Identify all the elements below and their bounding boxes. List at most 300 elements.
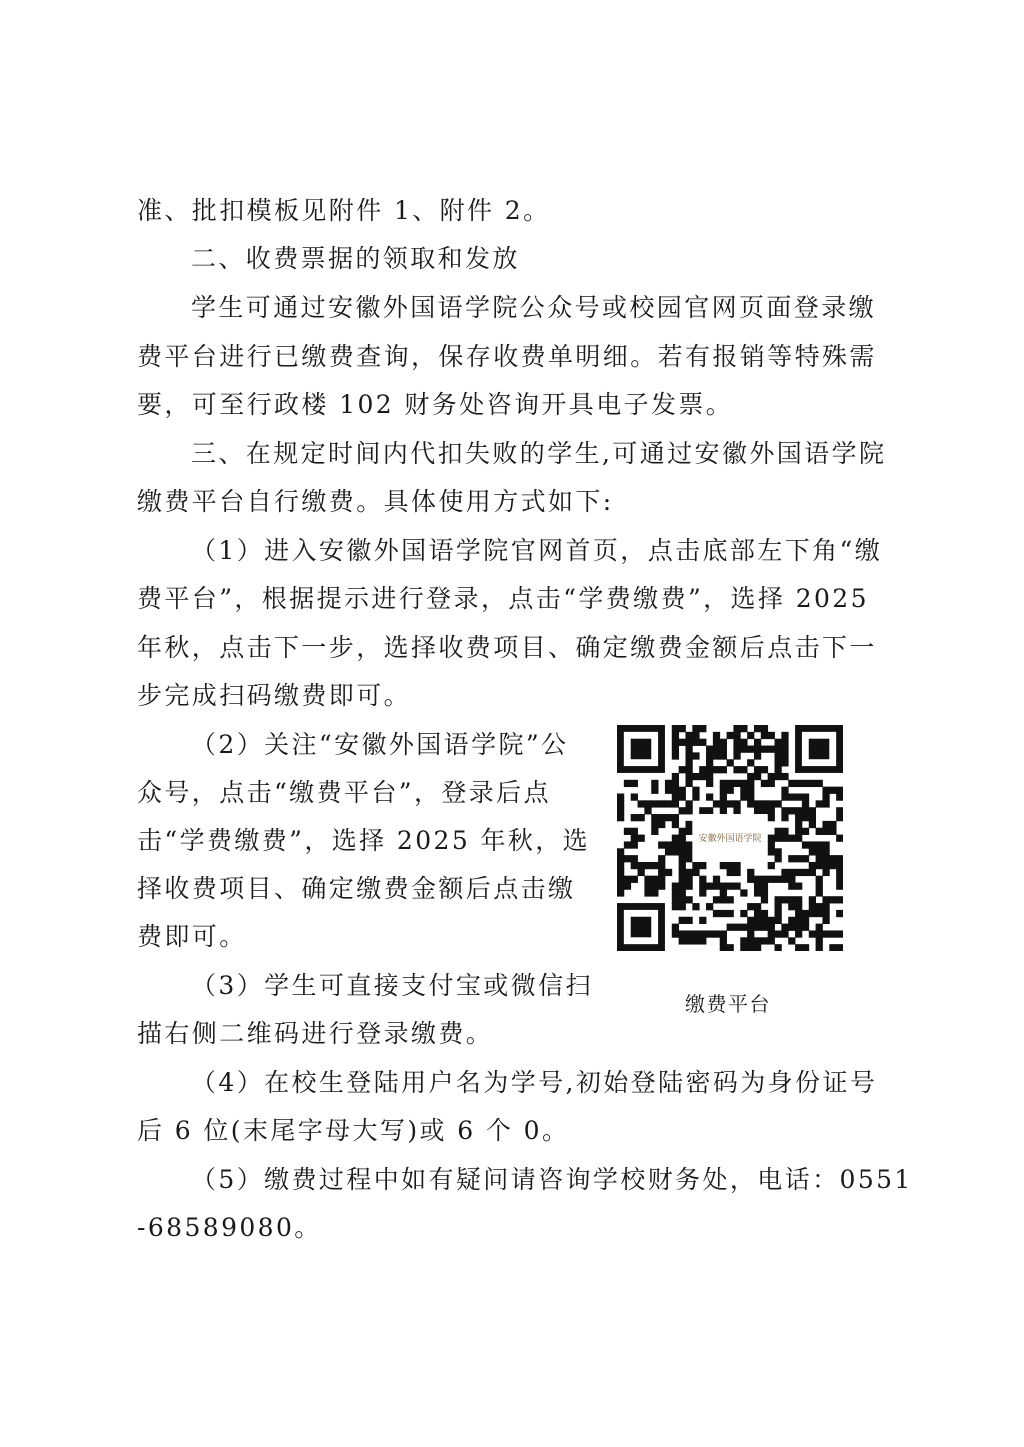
qr-module	[809, 903, 816, 910]
qr-module	[788, 937, 795, 944]
qr-module	[740, 924, 747, 931]
qr-module	[761, 917, 768, 924]
qr-module	[720, 807, 727, 814]
qr-module	[679, 917, 686, 924]
qr-module	[692, 725, 699, 732]
qr-module	[685, 917, 692, 924]
qr-module	[754, 876, 761, 883]
qr-module	[836, 876, 843, 883]
qr-module	[816, 924, 823, 931]
qr-module	[740, 910, 747, 917]
qr-module	[768, 862, 775, 869]
qr-module	[781, 814, 788, 821]
qr-module	[754, 910, 761, 917]
paragraph-line: 学生可通过安徽外国语学院公众号或校园官网页面登录缴	[191, 293, 877, 322]
qr-module	[822, 841, 829, 848]
qr-module	[658, 876, 665, 883]
qr-module	[781, 752, 788, 759]
qr-module	[727, 944, 734, 951]
qr-module	[822, 910, 829, 917]
qr-module	[754, 917, 761, 924]
qr-module	[617, 889, 624, 896]
qr-module	[836, 910, 843, 917]
list-item-line: （2）关注“安徽外国语学院”公	[191, 730, 569, 759]
qr-module	[733, 800, 740, 807]
qr-module	[720, 746, 727, 753]
qr-module	[836, 869, 843, 876]
list-item-line: 击“学费缴费”，选择 2025 年秋，选	[137, 826, 591, 855]
qr-finder-core	[809, 739, 830, 760]
qr-module	[747, 793, 754, 800]
section-heading: 三、在规定时间内代扣失败的学生,可通过安徽外国语学院	[191, 439, 887, 468]
qr-module	[658, 883, 665, 890]
qr-module	[699, 930, 706, 937]
qr-code-icon[interactable]	[617, 725, 843, 951]
qr-module	[768, 800, 775, 807]
qr-module	[802, 910, 809, 917]
qr-module	[740, 937, 747, 944]
qr-module	[644, 807, 651, 814]
qr-module	[685, 807, 692, 814]
qr-module	[692, 739, 699, 746]
qr-module	[795, 903, 802, 910]
qr-module	[781, 835, 788, 842]
qr-module	[836, 835, 843, 842]
qr-module	[658, 862, 665, 869]
list-item-line: 后 6 位(末尾字母大写)或 6 个 0。	[137, 1116, 570, 1145]
qr-module	[754, 773, 761, 780]
qr-module	[665, 780, 672, 787]
qr-module	[795, 910, 802, 917]
qr-module	[658, 869, 665, 876]
qr-module	[761, 807, 768, 814]
qr-module	[699, 766, 706, 773]
qr-module	[713, 883, 720, 890]
qr-module	[768, 841, 775, 848]
qr-module	[692, 793, 699, 800]
qr-module	[816, 876, 823, 883]
qr-module	[713, 746, 720, 753]
qr-module	[631, 828, 638, 835]
qr-module	[658, 821, 665, 828]
qr-module	[685, 821, 692, 828]
qr-module	[761, 876, 768, 883]
qr-module	[638, 869, 645, 876]
qr-module	[822, 855, 829, 862]
qr-module	[624, 855, 631, 862]
qr-finder-core	[631, 739, 652, 760]
qr-module	[658, 841, 665, 848]
qr-module	[740, 725, 747, 732]
qr-module	[706, 746, 713, 753]
qr-module	[809, 930, 816, 937]
qr-module	[679, 869, 686, 876]
qr-module	[733, 746, 740, 753]
qr-module	[809, 807, 816, 814]
qr-module	[775, 752, 782, 759]
qr-module	[747, 876, 754, 883]
qr-module	[658, 855, 665, 862]
qr-module	[795, 828, 802, 835]
qr-module	[816, 828, 823, 835]
qr-module	[651, 876, 658, 883]
qr-module	[713, 752, 720, 759]
qr-module	[617, 807, 624, 814]
qr-module	[651, 814, 658, 821]
qr-module	[624, 780, 631, 787]
qr-module	[685, 773, 692, 780]
list-item-line: （3）学生可直接支付宝或微信扫	[191, 971, 593, 1000]
qr-module	[775, 917, 782, 924]
qr-module	[733, 766, 740, 773]
qr-module	[679, 793, 686, 800]
qr-module	[679, 876, 686, 883]
qr-module	[781, 876, 788, 883]
paragraph-line: 准、批扣模板见附件 1、附件 2。	[137, 196, 551, 225]
qr-module	[733, 725, 740, 732]
qr-module	[631, 876, 638, 883]
qr-module	[685, 732, 692, 739]
qr-finder-core	[631, 917, 652, 938]
qr-module	[679, 930, 686, 937]
qr-module	[631, 793, 638, 800]
qr-module	[795, 930, 802, 937]
qr-module	[768, 930, 775, 937]
qr-module	[720, 910, 727, 917]
qr-module	[720, 800, 727, 807]
qr-module	[631, 814, 638, 821]
qr-module	[624, 876, 631, 883]
qr-module	[775, 876, 782, 883]
qr-module	[788, 883, 795, 890]
qr-module	[699, 807, 706, 814]
qr-module	[788, 807, 795, 814]
qr-module	[706, 807, 713, 814]
qr-module	[672, 746, 679, 753]
qr-module	[679, 787, 686, 794]
list-item-line: （5）缴费过程中如有疑问请咨询学校财务处，电话：0551	[191, 1165, 913, 1194]
qr-caption: 缴费平台	[685, 992, 771, 1016]
qr-module	[727, 800, 734, 807]
qr-module	[692, 869, 699, 876]
qr-module	[802, 814, 809, 821]
qr-module	[658, 800, 665, 807]
qr-module	[836, 883, 843, 890]
qr-module	[706, 766, 713, 773]
qr-module	[679, 848, 686, 855]
qr-module	[685, 739, 692, 746]
qr-module	[727, 787, 734, 794]
qr-module	[795, 869, 802, 876]
qr-module	[665, 841, 672, 848]
qr-module	[720, 739, 727, 746]
qr-module	[617, 855, 624, 862]
qr-module	[624, 841, 631, 848]
qr-module	[775, 835, 782, 842]
qr-module	[761, 800, 768, 807]
qr-module	[829, 896, 836, 903]
qr-module	[713, 732, 720, 739]
qr-module	[685, 883, 692, 890]
qr-module	[768, 876, 775, 883]
qr-module	[727, 869, 734, 876]
list-item-line: 年秋，点击下一步，选择收费项目、确定缴费金额后点击下一	[137, 633, 877, 662]
qr-module	[665, 800, 672, 807]
qr-module	[685, 869, 692, 876]
qr-module	[733, 862, 740, 869]
qr-module	[706, 752, 713, 759]
qr-module	[836, 930, 843, 937]
qr-module	[679, 739, 686, 746]
qr-module	[720, 896, 727, 903]
qr-module	[638, 800, 645, 807]
qr-module	[665, 787, 672, 794]
qr-module	[768, 773, 775, 780]
qr-module	[713, 739, 720, 746]
qr-module	[679, 725, 686, 732]
qr-module	[706, 883, 713, 890]
qr-module	[747, 759, 754, 766]
qr-module	[795, 944, 802, 951]
qr-module	[816, 937, 823, 944]
qr-module	[754, 889, 761, 896]
qr-module	[836, 855, 843, 862]
qr-module	[679, 835, 686, 842]
qr-module	[775, 855, 782, 862]
qr-module	[727, 924, 734, 931]
qr-module	[802, 807, 809, 814]
qr-module	[679, 903, 686, 910]
qr-module	[733, 739, 740, 746]
qr-module	[775, 930, 782, 937]
qr-module	[672, 739, 679, 746]
qr-module	[651, 787, 658, 794]
qr-module	[747, 732, 754, 739]
qr-module	[788, 780, 795, 787]
qr-module	[631, 841, 638, 848]
qr-module	[720, 787, 727, 794]
qr-module	[809, 869, 816, 876]
qr-module	[768, 807, 775, 814]
qr-module	[775, 896, 782, 903]
qr-module	[679, 855, 686, 862]
qr-module	[795, 821, 802, 828]
qr-module	[768, 937, 775, 944]
qr-module	[781, 787, 788, 794]
list-item-line: 费平台”，根据提示进行登录，点击“学费缴费”，选择 2025	[137, 584, 869, 613]
qr-module	[768, 835, 775, 842]
qr-module	[822, 800, 829, 807]
qr-module	[699, 739, 706, 746]
qr-module	[809, 814, 816, 821]
qr-module	[747, 930, 754, 937]
qr-module	[651, 800, 658, 807]
qr-module	[795, 917, 802, 924]
qr-module	[836, 944, 843, 951]
qr-module	[727, 780, 734, 787]
qr-module	[747, 937, 754, 944]
qr-module	[822, 896, 829, 903]
qr-module	[685, 930, 692, 937]
qr-module	[816, 855, 823, 862]
paragraph-line: 要，可至行政楼 102 财务处咨询开具电子发票。	[137, 390, 734, 419]
qr-module	[740, 746, 747, 753]
qr-module	[829, 855, 836, 862]
qr-module	[761, 937, 768, 944]
qr-module	[631, 835, 638, 842]
qr-module	[788, 896, 795, 903]
qr-module	[672, 889, 679, 896]
qr-module	[768, 780, 775, 787]
qr-module	[685, 800, 692, 807]
qr-module	[816, 841, 823, 848]
qr-module	[617, 814, 624, 821]
qr-module	[809, 848, 816, 855]
qr-module	[775, 828, 782, 835]
qr-module	[781, 896, 788, 903]
qr-module	[761, 883, 768, 890]
qr-module	[768, 917, 775, 924]
qr-module	[747, 917, 754, 924]
qr-module	[740, 780, 747, 787]
qr-module	[672, 787, 679, 794]
qr-module	[768, 814, 775, 821]
qr-module	[768, 924, 775, 931]
qr-module	[679, 862, 686, 869]
qr-module	[754, 944, 761, 951]
qr-module	[651, 889, 658, 896]
qr-module	[816, 930, 823, 937]
qr-module	[781, 773, 788, 780]
qr-module	[720, 889, 727, 896]
qr-module	[816, 910, 823, 917]
qr-module	[685, 841, 692, 848]
qr-module	[720, 793, 727, 800]
qr-module	[672, 896, 679, 903]
list-item-line: 费即可。	[137, 922, 247, 951]
qr-module	[802, 855, 809, 862]
qr-module	[802, 924, 809, 931]
qr-module	[781, 732, 788, 739]
qr-module	[816, 800, 823, 807]
qr-module	[685, 780, 692, 787]
qr-module	[720, 930, 727, 937]
qr-module	[740, 793, 747, 800]
qr-module	[795, 814, 802, 821]
qr-module	[658, 814, 665, 821]
qr-module	[809, 821, 816, 828]
qr-module	[829, 944, 836, 951]
qr-module	[727, 862, 734, 869]
qr-module	[617, 883, 624, 890]
qr-module	[672, 841, 679, 848]
qr-module	[788, 869, 795, 876]
qr-module	[775, 903, 782, 910]
qr-module	[761, 924, 768, 931]
qr-module	[651, 780, 658, 787]
qr-module	[775, 746, 782, 753]
qr-module	[829, 821, 836, 828]
qr-module	[829, 787, 836, 794]
qr-module	[672, 725, 679, 732]
qr-module	[631, 862, 638, 869]
list-item-line: （1）进入安徽外国语学院官网首页，点击底部左下角“缴	[191, 536, 883, 565]
qr-module	[747, 903, 754, 910]
qr-module	[816, 862, 823, 869]
qr-module	[747, 869, 754, 876]
qr-module	[665, 848, 672, 855]
qr-module	[638, 862, 645, 869]
qr-module	[685, 828, 692, 835]
qr-module	[651, 883, 658, 890]
qr-module	[679, 766, 686, 773]
qr-module	[672, 732, 679, 739]
qr-module	[754, 746, 761, 753]
qr-module	[829, 930, 836, 937]
qr-module	[733, 780, 740, 787]
qr-module	[644, 800, 651, 807]
qr-module	[720, 752, 727, 759]
qr-module	[720, 780, 727, 787]
qr-module	[624, 828, 631, 835]
qr-module	[740, 787, 747, 794]
qr-module	[829, 828, 836, 835]
qr-module	[685, 876, 692, 883]
qr-module	[672, 800, 679, 807]
qr-module	[685, 855, 692, 862]
paragraph-line: 缴费平台自行缴费。具体使用方式如下:	[137, 487, 614, 516]
qr-module	[720, 766, 727, 773]
qr-module	[816, 903, 823, 910]
qr-module	[672, 848, 679, 855]
qr-module	[672, 835, 679, 842]
qr-module	[692, 752, 699, 759]
qr-module	[795, 896, 802, 903]
qr-module	[713, 800, 720, 807]
qr-module	[809, 780, 816, 787]
qr-module	[761, 896, 768, 903]
qr-module	[822, 848, 829, 855]
qr-module	[672, 780, 679, 787]
qr-module	[672, 883, 679, 890]
qr-module	[685, 848, 692, 855]
qr-module	[816, 883, 823, 890]
qr-module	[740, 739, 747, 746]
qr-module	[761, 889, 768, 896]
qr-module	[822, 862, 829, 869]
qr-module	[631, 780, 638, 787]
qr-module	[795, 780, 802, 787]
qr-module	[617, 800, 624, 807]
qr-module	[754, 725, 761, 732]
qr-module	[802, 793, 809, 800]
qr-module	[795, 807, 802, 814]
qr-module	[788, 793, 795, 800]
qr-module	[651, 828, 658, 835]
qr-module	[802, 828, 809, 835]
qr-module	[685, 937, 692, 944]
qr-module	[706, 773, 713, 780]
list-item-line: 描右侧二维码进行登录缴费。	[137, 1019, 494, 1048]
qr-module	[692, 862, 699, 869]
qr-module	[795, 793, 802, 800]
qr-module	[720, 883, 727, 890]
qr-module	[692, 937, 699, 944]
qr-module	[672, 814, 679, 821]
qr-module	[775, 848, 782, 855]
qr-module	[822, 828, 829, 835]
qr-module	[795, 835, 802, 842]
